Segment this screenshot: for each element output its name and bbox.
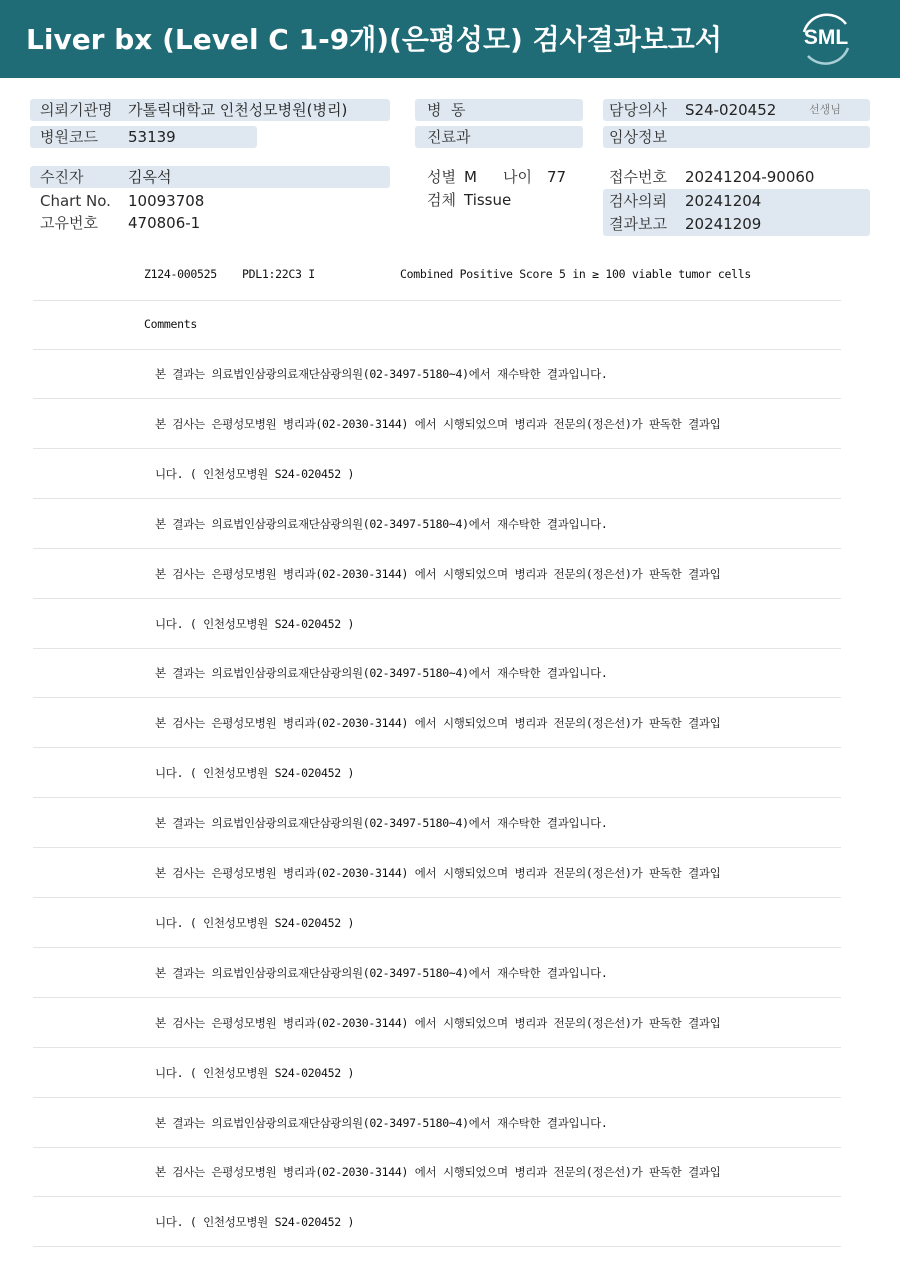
comment-row: [33, 1197, 841, 1247]
sml-logo: [796, 10, 856, 68]
unique-row: [30, 212, 390, 234]
comment-text: 본 결과는 의료법인삼광의료재단삼광의원(02-3497-5180~4)에서 재수탁한 결과입니다.: [155, 816, 608, 830]
comment-row: [33, 948, 841, 998]
comment-row: [33, 698, 841, 748]
comment-row: [33, 1048, 841, 1098]
result-test: PDL1:22C3 I: [242, 267, 315, 281]
report-label: 결과보고: [609, 215, 667, 233]
sex-value: M: [464, 168, 477, 186]
comment-row: [33, 848, 841, 898]
hospital-code-value: 53139: [128, 128, 176, 146]
result-code: Z124-000525: [144, 267, 217, 281]
patient-value: 김옥석: [128, 168, 172, 186]
reception-row: [603, 166, 870, 188]
chart-row: [30, 190, 390, 212]
report-value: 20241209: [685, 215, 762, 233]
comment-text: 본 결과는 의료법인삼광의료재단삼광의원(02-3497-5180~4)에서 재수탁한 결과입니다.: [155, 1116, 608, 1130]
request-label: 검사의뢰: [609, 192, 667, 210]
comment-text: 본 결과는 의료법인삼광의료재단삼광의원(02-3497-5180~4)에서 재수탁한 결과입니다.: [155, 666, 608, 680]
clinical-row: [603, 126, 870, 148]
comment-row: [33, 798, 841, 848]
request-row: [603, 190, 870, 212]
comment-row: [33, 499, 841, 549]
unique-label: 고유번호: [40, 214, 98, 232]
institution-label: 의뢰기관명: [40, 101, 113, 119]
comment-text: 본 결과는 의료법인삼광의료재단삼광의원(02-3497-5180~4)에서 재수탁한 결과입니다.: [155, 367, 608, 381]
sex-label: 성별: [427, 168, 456, 186]
unique-value: 470806-1: [128, 214, 201, 232]
comment-row: [33, 599, 841, 649]
comment-row: [33, 1147, 841, 1197]
specimen-value: Tissue: [464, 191, 512, 209]
comment-text: 본 결과는 의료법인삼광의료재단삼광의원(02-3497-5180~4)에서 재수탁한 결과입니다.: [155, 517, 608, 531]
comment-text: 니다. ( 인천성모병원 S24-020452 ): [155, 1066, 355, 1080]
doctor-label: 담당의사: [609, 101, 667, 119]
doctor-suffix: 선생님: [809, 103, 841, 116]
comment-text: 본 검사는 은평성모병원 병리과(02-2030-3144) 에서 시행되었으며 병리과 전문의(정은선)가 판독한 결과입: [155, 716, 721, 730]
chart-label: Chart No.: [40, 192, 111, 210]
age-value: 77: [547, 168, 567, 186]
comment-text: 본 검사는 은평성모병원 병리과(02-2030-3144) 에서 시행되었으며 병리과 전문의(정은선)가 판독한 결과입: [155, 1165, 721, 1179]
comment-text: 니다. ( 인천성모병원 S24-020452 ): [155, 916, 355, 930]
clinical-label: 임상정보: [609, 128, 667, 146]
comment-text: 본 검사는 은평성모병원 병리과(02-2030-3144) 에서 시행되었으며 병리과 전문의(정은선)가 판독한 결과입: [155, 1016, 721, 1030]
specimen-row: [415, 189, 583, 211]
comment-row: [33, 449, 841, 499]
comments-label: Comments: [144, 317, 197, 331]
institution-value: 가톨릭대학교 인천성모병원(병리): [128, 101, 348, 119]
request-value: 20241204: [685, 192, 762, 210]
hospital-code-label: 병원코드: [40, 128, 98, 146]
comment-row: [33, 349, 841, 399]
doctor-row: [603, 99, 870, 121]
reception-value: 20241204-90060: [685, 168, 815, 186]
specimen-label: 검체: [427, 191, 456, 209]
result-value: Combined Positive Score 5 in ≥ 100 viable tumor cells: [400, 267, 752, 281]
patient-label: 수진자: [40, 168, 84, 186]
comment-text: 본 결과는 의료법인삼광의료재단삼광의원(02-3497-5180~4)에서 재수탁한 결과입니다.: [155, 966, 608, 980]
comment-row: [33, 648, 841, 698]
comment-row: [33, 1098, 841, 1148]
comment-row: [33, 549, 841, 599]
comment-row: [33, 998, 841, 1048]
doctor-value: S24-020452: [685, 101, 777, 119]
logo-text: SML: [803, 26, 849, 49]
chart-value: 10093708: [128, 192, 205, 210]
age-label: 나이: [503, 168, 532, 186]
patient-row: [30, 166, 390, 188]
sex-age-row: [415, 166, 583, 188]
comment-text: 본 검사는 은평성모병원 병리과(02-2030-3144) 에서 시행되었으며 병리과 전문의(정은선)가 판독한 결과입: [155, 866, 721, 880]
comment-row: [33, 898, 841, 948]
comment-text: 본 검사는 은평성모병원 병리과(02-2030-3144) 에서 시행되었으며 병리과 전문의(정은선)가 판독한 결과입: [155, 567, 721, 581]
comment-row: [33, 399, 841, 449]
result-row: [33, 250, 841, 301]
department-label: 진료과: [427, 128, 471, 146]
hospital-code-row: [30, 126, 257, 148]
comment-row: [33, 748, 841, 798]
comment-text: 니다. ( 인천성모병원 S24-020452 ): [155, 617, 355, 631]
comments-header-row: [33, 300, 841, 350]
comment-text: 본 검사는 은평성모병원 병리과(02-2030-3144) 에서 시행되었으며 병리과 전문의(정은선)가 판독한 결과입: [155, 417, 721, 431]
institution-row: [30, 99, 390, 121]
reception-label: 접수번호: [609, 168, 667, 186]
department-row: [415, 126, 583, 148]
comment-text: 니다. ( 인천성모병원 S24-020452 ): [155, 766, 355, 780]
ward-row: [415, 99, 583, 121]
comment-text: 니다. ( 인천성모병원 S24-020452 ): [155, 467, 355, 481]
comment-text: 니다. ( 인천성모병원 S24-020452 ): [155, 1215, 355, 1229]
report-header: [0, 0, 900, 78]
ward-label: 병 동: [427, 101, 466, 119]
report-row: [603, 213, 870, 235]
report-title: Liver bx (Level C 1-9개)(은평성모) 검사결과보고서: [26, 23, 722, 56]
